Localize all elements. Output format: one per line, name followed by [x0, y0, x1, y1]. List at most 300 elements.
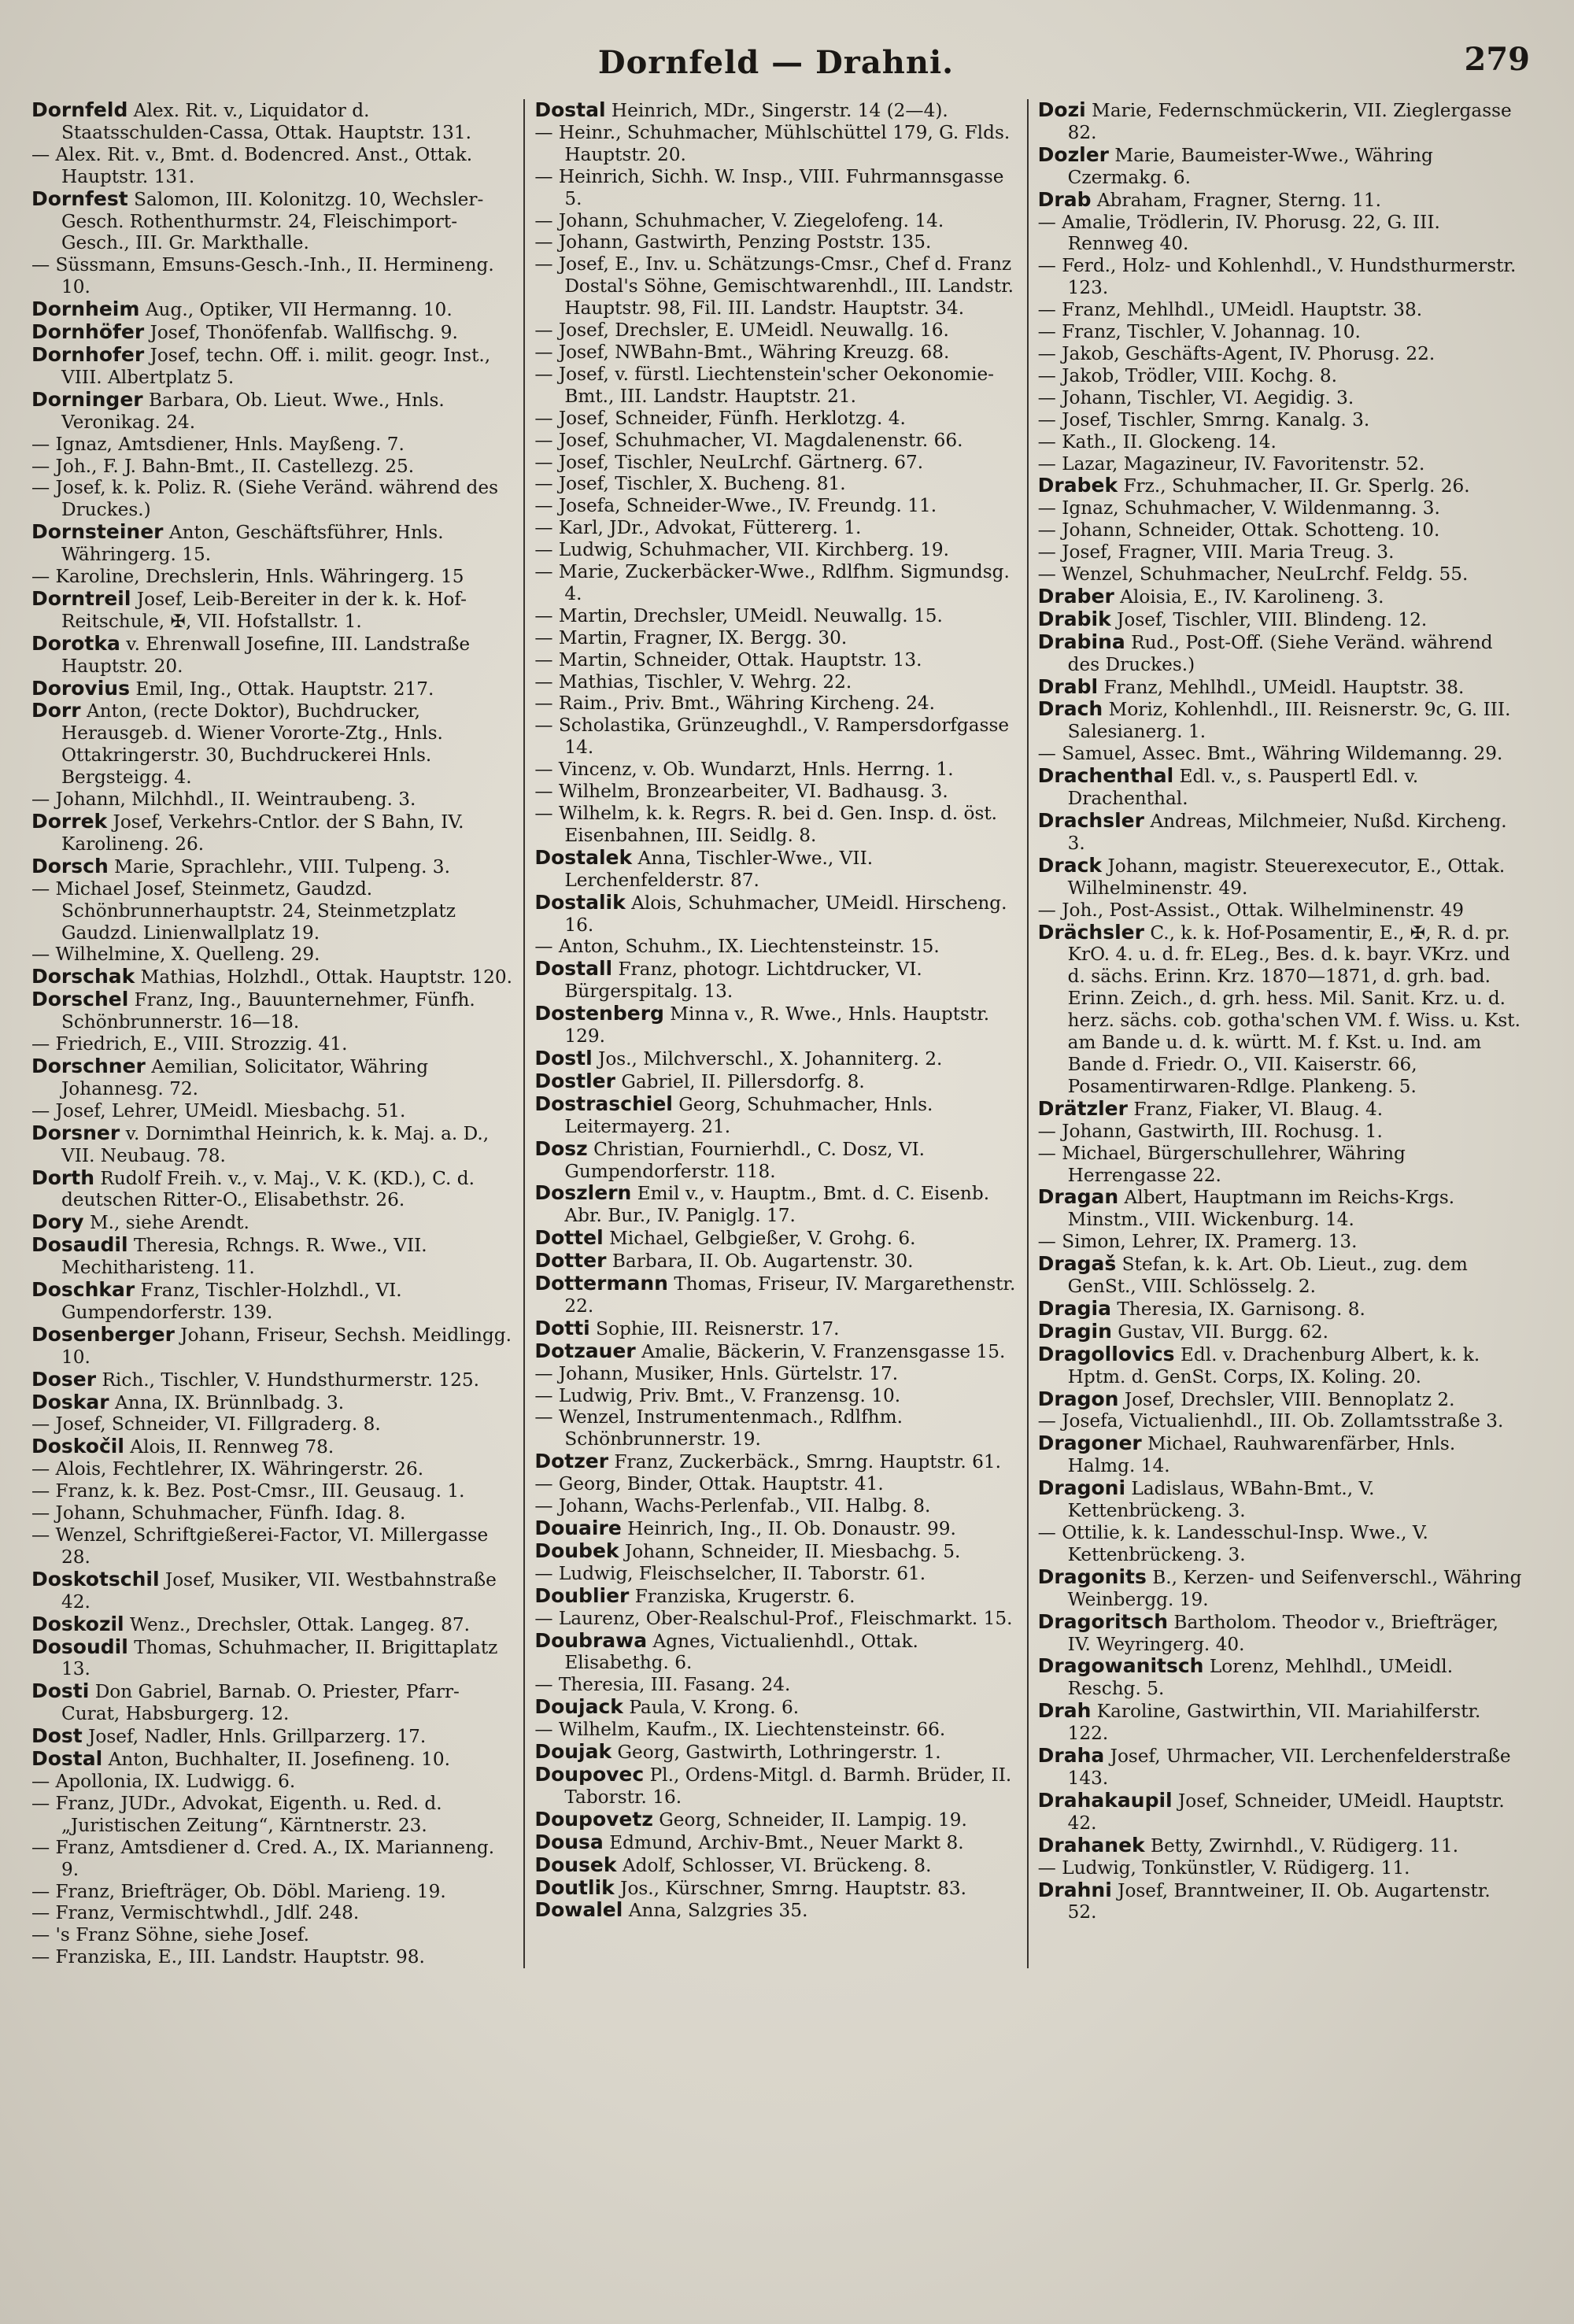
- entry-surname: Dottermann: [534, 1272, 668, 1295]
- entry-details: — Süssmann, Emsuns-Gesch.-Inh., II. Hermineng. 10.: [31, 254, 494, 298]
- entry-details: — Karl, JDr., Advokat, Füttererg. 1.: [534, 517, 862, 539]
- entry-surname: Drabl: [1037, 674, 1099, 698]
- entry-details: — Wilhelm, k. k. Regrs. R. bei d. Gen. Insp. d. öst. Eisenbahnen, III. Seidlg. 8.: [534, 803, 998, 846]
- directory-entry: [1038, 1522, 1522, 1566]
- directory-entry: [31, 1391, 515, 1414]
- directory-entry: [534, 759, 1018, 781]
- entry-details: Aemilian, Solicitator, Währing Johannesg. 72.: [61, 1055, 429, 1099]
- entry-details: Josef, Nadler, Hnls. Grillparzerg. 17.: [88, 1726, 427, 1748]
- entry-details: Edl. v., s. Pauspertl Edl. v. Drachenthal.: [1067, 766, 1419, 810]
- directory-entry: [1038, 1432, 1522, 1477]
- entry-details: Josef, Uhrmacher, VII. Lerchenfelderstraße 143.: [1067, 1746, 1511, 1789]
- entry-details: Pl., Ordens-Mitgl. d. Barmh. Brüder, II. Taborstr. 16.: [564, 1764, 1012, 1808]
- entry-surname: Doupovec: [534, 1762, 645, 1786]
- entry-details: Edl. v. Drachenburg Albert, k. k. Hptm. d. GenSt. Corps, IX. Koling. 20.: [1067, 1343, 1480, 1387]
- entry-details: — Theresia, III. Fasang. 24.: [534, 1674, 791, 1696]
- entry-surname: Dousa: [534, 1830, 604, 1853]
- directory-entry: [1038, 1477, 1522, 1522]
- entry-surname: Dragoni: [1037, 1476, 1126, 1500]
- directory-entry: [31, 144, 515, 188]
- directory-entry: [1038, 1834, 1522, 1857]
- directory-entry: [1038, 922, 1522, 1098]
- directory-entry: [1038, 409, 1522, 431]
- directory-entry: [534, 408, 1018, 430]
- entry-surname: Dosoudil: [31, 1635, 128, 1658]
- entry-details: Marie, Sprachlehr., VIII. Tulpeng. 3.: [114, 855, 450, 878]
- entry-details: Michael, Gelbgießer, V. Grohg. 6.: [609, 1228, 916, 1250]
- entry-details: Franz, Zuckerbäck., Smrng. Hauptstr. 61.: [614, 1451, 1002, 1473]
- directory-entry: [31, 1122, 515, 1167]
- entry-details: Anna, IX. Brünnlbadg. 3.: [115, 1391, 345, 1413]
- directory-entry: [1038, 99, 1522, 144]
- entry-details: — Wenzel, Schriftgießerei-Factor, VI. Millergasse 28.: [31, 1524, 489, 1568]
- entry-details: — Michael, Bürgerschullehrer, Währing Herrengasse 22.: [1037, 1142, 1406, 1186]
- entry-surname: Dotter: [534, 1249, 607, 1273]
- directory-entry: [534, 1741, 1018, 1764]
- directory-entry: [31, 1613, 515, 1636]
- entry-details: Franz, Mehlhdl., UMeidl. Hauptstr. 38.: [1103, 676, 1465, 698]
- directory-entry: [1038, 765, 1522, 810]
- directory-entry: [31, 1924, 515, 1946]
- directory-entry: [1038, 1745, 1522, 1790]
- running-head: Dornfeld — Drahni.: [597, 44, 955, 81]
- entry-surname: Drach: [1037, 697, 1103, 721]
- entry-details: — Mathias, Tischler, V. Wehrg. 22.: [534, 671, 852, 693]
- entry-surname: Doujak: [534, 1740, 612, 1764]
- page-number: 279: [1464, 41, 1530, 78]
- directory-entry: [31, 1771, 515, 1793]
- column-right: [1027, 99, 1530, 1968]
- entry-details: Betty, Zwirnhdl., V. Rüdigerg. 11.: [1151, 1834, 1459, 1857]
- entry-details: Albert, Hauptmann im Reichs-Krgs. Minstm., VIII. Wickenburg. 14.: [1067, 1187, 1455, 1231]
- entry-surname: Dorth: [31, 1166, 95, 1189]
- entry-details: — Franz, k. k. Bez. Post-Cmsr., III. Geusaug. 1.: [31, 1480, 465, 1502]
- entry-details: Johann, magistr. Steuerexecutor, E., Ottak. Wilhelminenstr. 49.: [1067, 855, 1506, 899]
- entry-surname: Drabek: [1037, 474, 1118, 497]
- entry-surname: Doskozil: [31, 1612, 124, 1635]
- entry-details: — Johann, Schneider, Ottak. Schotteng. 10.: [1037, 519, 1440, 541]
- column-left: [22, 99, 523, 1968]
- directory-entry: [534, 1317, 1018, 1340]
- directory-entry: [534, 1899, 1018, 1922]
- directory-entry: [1038, 1410, 1522, 1432]
- entry-details: — Franz, JUDr., Advokat, Eigenth. u. Red. d. „Juristischen Zeitung“, Kärntnerstr. 23.: [31, 1792, 442, 1836]
- directory-entry: [1038, 1655, 1522, 1700]
- entry-surname: Dragonits: [1037, 1565, 1147, 1588]
- entry-details: Salomon, III. Kolonitzg. 10, Wechsler-Gesch. Rothenthurmstr. 24, Fleischimport-Gesch., III. Gr. Markthalle.: [61, 188, 484, 254]
- entry-details: Barbara, II. Ob. Augartenstr. 30.: [611, 1251, 914, 1273]
- directory-entry: [534, 958, 1018, 1003]
- entry-details: — Johann, Milchhdl., II. Weintraubeng. 3.: [31, 789, 416, 811]
- entry-details: Ladislaus, WBahn-Bmt., V. Kettenbrückeng. 3.: [1067, 1478, 1375, 1522]
- entry-details: Josef, Schneider, UMeidl. Hauptstr. 42.: [1067, 1790, 1505, 1834]
- entry-details: Thomas, Friseur, IV. Margarethenstr. 22.: [564, 1273, 1016, 1317]
- directory-entry: [31, 700, 515, 789]
- directory-entry: [31, 1837, 515, 1881]
- directory-entry: [31, 944, 515, 966]
- entry-details: Heinrich, Ing., II. Ob. Donaustr. 99.: [627, 1518, 956, 1539]
- entry-details: Gabriel, II. Pillersdorfg. 8.: [621, 1070, 865, 1092]
- entry-details: — Wilhelm, Kaufm., IX. Liechtensteinstr. 66.: [534, 1719, 946, 1741]
- entry-details: Georg, Schuhmacher, Hnls. Leitermayerg. 21.: [564, 1093, 933, 1137]
- directory-entry: [31, 344, 515, 389]
- directory-entry: [534, 803, 1018, 847]
- entry-surname: Dragon: [1037, 1387, 1119, 1410]
- directory-entry: [534, 1719, 1018, 1741]
- entry-details: Lorenz, Mehlhdl., UMeidl. Reschg. 5.: [1067, 1656, 1454, 1700]
- directory-entry: [31, 298, 515, 321]
- entry-surname: Dorsch: [31, 854, 109, 878]
- entry-details: Anna, Tischler-Wwe., VII. Lerchenfelderstr. 87.: [564, 847, 874, 891]
- directory-entry: [1038, 1321, 1522, 1343]
- entry-details: Minna v., R. Wwe., Hnls. Hauptstr. 129.: [564, 1003, 990, 1047]
- entry-surname: Dostraschiel: [534, 1092, 673, 1115]
- directory-entry: [1038, 900, 1522, 922]
- directory-entry: [534, 1585, 1018, 1608]
- directory-entry: [31, 1033, 515, 1055]
- entry-surname: Dotzer: [534, 1450, 609, 1473]
- entry-surname: Dorschner: [31, 1054, 146, 1077]
- entry-details: — Anton, Schuhm., IX. Liechtensteinstr. 15.: [534, 936, 940, 958]
- entry-surname: Drahni: [1037, 1878, 1112, 1901]
- directory-entry: [1038, 1879, 1522, 1924]
- entry-details: Josef, Musiker, VII. Westbahnstraße 42.: [61, 1568, 497, 1613]
- entry-details: — Amalie, Trödlerin, IV. Phorusg. 22, G. III. Rennweg 40.: [1037, 211, 1440, 255]
- entry-surname: Drack: [1037, 853, 1103, 877]
- entry-details: Anna, Salzgries 35.: [628, 1900, 808, 1922]
- entry-details: — Apollonia, IX. Ludwigg. 6.: [31, 1770, 296, 1792]
- entry-details: — Wilhelmine, X. Quelleng. 29.: [31, 944, 320, 966]
- directory-entry: [534, 1340, 1018, 1363]
- directory-entry: [1038, 698, 1522, 743]
- entry-details: — Johann, Schuhmacher, V. Ziegelofeng. 14.: [534, 209, 944, 231]
- directory-entry: [534, 1630, 1018, 1675]
- directory-entry: [1038, 343, 1522, 365]
- entry-surname: Doutlik: [534, 1875, 615, 1899]
- directory-entry: [1038, 541, 1522, 563]
- directory-entry: [1038, 1253, 1522, 1298]
- entry-details: Anton, Geschäftsführer, Hnls. Währingerg. 15.: [61, 522, 444, 566]
- directory-entry: [31, 1100, 515, 1122]
- entry-details: Abraham, Fragner, Sterng. 11.: [1096, 189, 1382, 211]
- entry-details: Marie, Federnschmückerin, VII. Zieglergasse 82.: [1067, 100, 1512, 143]
- entry-details: — Wenzel, Schuhmacher, NeuLrchf. Feldg. 55.: [1037, 563, 1469, 586]
- directory-entry: [31, 1946, 515, 1968]
- entry-details: — Samuel, Assec. Bmt., Währing Wildemanng. 29.: [1037, 743, 1503, 765]
- directory-entry: [534, 495, 1018, 517]
- entry-details: Don Gabriel, Barnab. O. Priester, Pfarr-Curat, Habsburgerg. 12.: [61, 1681, 460, 1725]
- entry-surname: Dornhofer: [31, 342, 145, 366]
- entry-details: — Joh., F. J. Bahn-Bmt., II. Castellezg. 25.: [31, 455, 415, 477]
- entry-details: — Josef, v. fürstl. Liechtenstein'scher Oekonomie-Bmt., III. Landstr. Hauptstr. 21.: [534, 363, 995, 407]
- directory-entry: [534, 1563, 1018, 1585]
- entry-details: Josef, Verkehrs-Cntlor. der S Bahn, IV. Karolineng. 26.: [61, 811, 464, 855]
- entry-details: Alois, Schuhmacher, UMeidl. Hirscheng. 16.: [564, 892, 1007, 936]
- entry-surname: Drachenthal: [1037, 764, 1174, 788]
- entry-surname: Dozler: [1037, 142, 1109, 166]
- directory-entry: [534, 539, 1018, 561]
- directory-entry: [534, 231, 1018, 253]
- entry-surname: Dornhöfer: [31, 320, 145, 344]
- directory-entry: [1038, 475, 1522, 497]
- entry-details: — Heinrich, Sichh. W. Insp., VIII. Fuhrmannsgasse 5.: [534, 165, 1004, 209]
- directory-entry: [31, 1167, 515, 1212]
- directory-entry: [31, 1881, 515, 1903]
- directory-entry: [31, 678, 515, 700]
- entry-details: Emil v., v. Hauptm., Bmt. d. C. Eisenb. Abr. Bur., IV. Paniglg. 17.: [564, 1183, 990, 1227]
- entry-details: Josef, Tischler, VIII. Blindeng. 12.: [1117, 608, 1428, 630]
- entry-details: — Vincenz, v. Ob. Wundarzt, Hnls. Herrng. 1.: [534, 759, 954, 781]
- directory-entry: [31, 477, 515, 521]
- entry-details: — Scholastika, Grünzeughdl., V. Rampersdorfgasse 14.: [534, 715, 1010, 759]
- entry-details: — Josef, Fragner, VIII. Maria Treug. 3.: [1037, 541, 1395, 563]
- entry-details: Aug., Optiker, VII Hermanng. 10.: [145, 299, 453, 321]
- directory-entry: [31, 1413, 515, 1435]
- directory-entry: [1038, 453, 1522, 475]
- entry-surname: Dory: [31, 1210, 84, 1234]
- directory-entry: [534, 1608, 1018, 1630]
- directory-entry: [534, 166, 1018, 210]
- entry-surname: Doser: [31, 1367, 97, 1391]
- entry-surname: Dorschak: [31, 965, 135, 988]
- entry-details: Anton, Buchhalter, II. Josefineng. 10.: [108, 1749, 451, 1771]
- directory-entry: [534, 1070, 1018, 1093]
- entry-details: Theresia, Rchngs. R. Wwe., VII. Mechitharisteng. 11.: [61, 1235, 427, 1279]
- entry-details: — Martin, Fragner, IX. Bergg. 30.: [534, 626, 848, 648]
- entry-details: — Simon, Lehrer, IX. Pramerg. 13.: [1037, 1231, 1358, 1253]
- entry-surname: Doskočil: [31, 1435, 124, 1458]
- entry-surname: Dornheim: [31, 297, 140, 321]
- entry-surname: Dost: [31, 1724, 83, 1748]
- directory-entry: [534, 1138, 1018, 1183]
- directory-entry: [1038, 1700, 1522, 1745]
- entry-details: Stefan, k. k. Art. Ob. Lieut., zug. dem GenSt., VIII. Schlösselg. 2.: [1067, 1254, 1468, 1298]
- directory-entry: [31, 389, 515, 434]
- entry-surname: Dragin: [1037, 1319, 1112, 1343]
- directory-entry: [31, 1725, 515, 1748]
- entry-surname: Dousek: [534, 1853, 617, 1876]
- directory-entry: [534, 781, 1018, 803]
- directory-entry: [31, 321, 515, 344]
- entry-surname: Dostall: [534, 957, 613, 981]
- entry-details: Josef, Thonöfenfab. Wallfischg. 9.: [150, 322, 458, 344]
- directory-entry: [31, 521, 515, 566]
- entry-details: Franz, photogr. Lichtdrucker, VI. Bürgerspitalg. 13.: [564, 959, 922, 1003]
- directory-entry: [534, 605, 1018, 627]
- directory-entry: [1038, 144, 1522, 189]
- entry-surname: Doskar: [31, 1390, 109, 1413]
- directory-entry: [31, 878, 515, 944]
- directory-entry: [1038, 743, 1522, 765]
- column-middle: [523, 99, 1026, 1968]
- entry-details: Adolf, Schlosser, VI. Brückeng. 8.: [622, 1854, 932, 1876]
- entry-details: — Marie, Zuckerbäcker-Wwe., Rdlfhm. Sigmundsg. 4.: [534, 561, 1010, 604]
- directory-entry: [1038, 1231, 1522, 1253]
- directory-entry: [534, 210, 1018, 232]
- directory-entry: [31, 1748, 515, 1771]
- directory-entry: [534, 1003, 1018, 1047]
- entry-surname: Dozi: [1037, 98, 1086, 121]
- directory-entry: [534, 1093, 1018, 1138]
- entry-surname: Dostler: [534, 1069, 615, 1092]
- entry-surname: Drätzler: [1037, 1096, 1128, 1120]
- directory-entry: [534, 364, 1018, 408]
- directory-entry: [534, 99, 1018, 122]
- entry-details: Sophie, III. Reisnerstr. 17.: [596, 1317, 840, 1339]
- entry-details: Theresia, IX. Garnisong. 8.: [1117, 1298, 1365, 1320]
- entry-details: — Josef, Lehrer, UMeidl. Miesbachg. 51.: [31, 1099, 406, 1121]
- directory-entry: [534, 649, 1018, 671]
- entry-details: v. Dornimthal Heinrich, k. k. Maj. a. D., VII. Neubaug. 78.: [61, 1122, 490, 1166]
- entry-details: — Alex. Rit. v., Bmt. d. Bodencred. Anst., Ottak. Hauptstr. 131.: [31, 143, 473, 187]
- entry-surname: Dotzauer: [534, 1339, 636, 1362]
- directory-entry: [534, 1250, 1018, 1273]
- entry-surname: Dragoner: [1037, 1432, 1142, 1455]
- directory-entry: [31, 1524, 515, 1568]
- entry-surname: Dostenberg: [534, 1002, 664, 1025]
- directory-entry: [1038, 387, 1522, 409]
- entry-details: — Jakob, Trödler, VIII. Kochg. 8.: [1037, 364, 1337, 386]
- entry-details: — Kath., II. Glockeng. 14.: [1037, 430, 1277, 453]
- entry-details: — Ludwig, Tonkünstler, V. Rüdigerg. 11.: [1037, 1857, 1410, 1879]
- directory-entry: [534, 1450, 1018, 1473]
- directory-entry: [31, 1568, 515, 1613]
- directory-entry: [1038, 810, 1522, 855]
- entry-details: — Ignaz, Schuhmacher, V. Wildenmanng. 3.: [1037, 497, 1440, 519]
- entry-surname: Dorovius: [31, 676, 130, 700]
- directory-entry: [1038, 608, 1522, 631]
- directory-entry: [1038, 1298, 1522, 1321]
- entry-surname: Drabina: [1037, 630, 1125, 653]
- entry-details: — Friedrich, E., VIII. Strozzig. 41.: [31, 1033, 348, 1055]
- entry-details: — Josef, NWBahn-Bmt., Währing Kreuzg. 68.: [534, 341, 950, 363]
- entry-surname: Dostalik: [534, 890, 626, 914]
- entry-details: — Johann, Tischler, VI. Aegidig. 3.: [1037, 386, 1354, 408]
- entry-surname: Dorsner: [31, 1121, 120, 1144]
- directory-entry: [31, 1793, 515, 1837]
- entry-details: — Alois, Fechtlehrer, IX. Währingerstr. 26.: [31, 1458, 424, 1480]
- entry-details: — Franz, Mehlhdl., UMeidl. Hauptstr. 38.: [1037, 299, 1423, 321]
- entry-details: Franz, Ing., Bauunternehmer, Fünfh. Schönbrunnerstr. 16—18.: [61, 989, 475, 1033]
- entry-surname: Dottel: [534, 1226, 604, 1250]
- entry-details: Rud., Post-Off. (Siehe Veränd. während des Druckes.): [1067, 631, 1493, 675]
- directory-entry: [31, 1680, 515, 1725]
- directory-entry: [534, 320, 1018, 342]
- directory-entry: [31, 188, 515, 255]
- entry-details: — Josefa, Schneider-Wwe., IV. Freundg. 11.: [534, 495, 937, 517]
- entry-details: Wenz., Drechsler, Ottak. Langeg. 87.: [130, 1613, 471, 1635]
- directory-entry: [534, 627, 1018, 649]
- entry-details: — Franz, Vermischtwhdl., Jdlf. 248.: [31, 1902, 360, 1924]
- directory-entry: [534, 1831, 1018, 1854]
- entry-details: — Josef, Drechsler, E. UMeidl. Neuwallg. 16.: [534, 320, 949, 342]
- entry-details: Georg, Gastwirth, Lothringerstr. 1.: [617, 1742, 941, 1764]
- entry-details: v. Ehrenwall Josefine, III. Landstraße Hauptstr. 20.: [61, 633, 471, 677]
- directory-entry: [534, 517, 1018, 539]
- entry-details: — Johann, Gastwirth, III. Rochusg. 1.: [1037, 1120, 1383, 1142]
- directory-entry: [1038, 1343, 1522, 1388]
- directory-entry: [31, 811, 515, 855]
- entry-surname: Douaire: [534, 1517, 622, 1539]
- directory-entry: [31, 1369, 515, 1391]
- entry-details: — Josef, k. k. Poliz. R. (Siehe Veränd. während des Druckes.): [31, 477, 499, 521]
- directory-entry: [1038, 1121, 1522, 1143]
- page-header: [22, 41, 1530, 99]
- entry-details: — Josef, Schneider, VI. Fillgraderg. 8.: [31, 1413, 381, 1435]
- directory-entry: [1038, 365, 1522, 387]
- entry-columns: [22, 99, 1530, 1968]
- directory-entry: [534, 1696, 1018, 1719]
- directory-entry: [1038, 212, 1522, 256]
- entry-details: — Wilhelm, Bronzearbeiter, VI. Badhausg. 3.: [534, 781, 948, 803]
- entry-details: — Ignaz, Amtsdiener, Hnls. Mayßeng. 7.: [31, 433, 405, 455]
- directory-entry: [31, 254, 515, 298]
- directory-entry: [31, 855, 515, 878]
- entry-details: — Josef, Schuhmacher, VI. Magdalenenstr. 66.: [534, 429, 963, 451]
- entry-details: — Joh., Post-Assist., Ottak. Wilhelminenstr. 49: [1037, 899, 1465, 921]
- entry-details: Rudolf Freih. v., v. Maj., V. K. (KD.), C. d. deutschen Ritter-O., Elisabethstr. 26.: [61, 1167, 475, 1211]
- entry-details: — Franziska, E., III. Landstr. Hauptstr. 98.: [31, 1946, 425, 1968]
- entry-surname: Doubek: [534, 1539, 619, 1562]
- entry-surname: Drabik: [1037, 607, 1111, 630]
- entry-details: M., siehe Arendt.: [89, 1212, 249, 1234]
- entry-surname: Doupovetz: [534, 1807, 653, 1831]
- directory-entry: [534, 473, 1018, 495]
- entry-surname: Dostl: [534, 1046, 593, 1070]
- entry-surname: Dorschel: [31, 988, 129, 1011]
- entry-surname: Dorr: [31, 699, 81, 722]
- entry-surname: Drab: [1037, 187, 1092, 211]
- entry-details: Emil, Ing., Ottak. Hauptstr. 217.: [135, 678, 434, 700]
- entry-surname: Dosti: [31, 1679, 90, 1703]
- directory-entry: [31, 434, 515, 456]
- entry-details: — Ferd., Holz- und Kohlenhdl., V. Hundsthurmerstr. 123.: [1037, 255, 1517, 299]
- entry-details: Mathias, Holzhdl., Ottak. Hauptstr. 120.: [140, 966, 512, 988]
- entry-details: Jos., Milchverschl., X. Johanniterg. 2.: [598, 1047, 943, 1070]
- entry-details: — Lazar, Magazineur, IV. Favoritenstr. 52.: [1037, 453, 1425, 475]
- entry-surname: Dragaš: [1037, 1252, 1117, 1276]
- entry-details: — Franz, Tischler, V. Johannag. 10.: [1037, 321, 1361, 343]
- entry-surname: Dorrek: [31, 810, 108, 833]
- entry-details: — Johann, Schuhmacher, Fünfh. Idag. 8.: [31, 1502, 406, 1524]
- entry-surname: Doubrawa: [534, 1628, 648, 1652]
- directory-entry: [1038, 255, 1522, 299]
- entry-surname: Drachsler: [1037, 809, 1144, 832]
- directory-entry: [31, 1636, 515, 1681]
- directory-entry: [31, 1234, 515, 1279]
- entry-details: Amalie, Bäckerin, V. Franzensgasse 15.: [641, 1340, 1006, 1362]
- directory-entry: [31, 1055, 515, 1100]
- entry-details: Barbara, Ob. Lieut. Wwe., Hnls. Veronikag. 24.: [61, 389, 445, 433]
- directory-entry: [31, 1435, 515, 1458]
- directory-entry: [31, 1324, 515, 1369]
- entry-surname: Dotti: [534, 1316, 590, 1339]
- entry-details: Anton, (recte Doktor), Buchdrucker, Herausgeb. d. Wiener Vororte-Ztg., Hnls. Ottakringerstr. 30, Buchdruckerei Hnls. Bergsteigg. 4.: [61, 700, 443, 789]
- directory-entry: [1038, 1790, 1522, 1834]
- entry-surname: Dragowanitsch: [1037, 1654, 1204, 1678]
- directory-entry: [534, 1406, 1018, 1450]
- entry-details: Josef, Drechsler, VIII. Bennoplatz 2.: [1124, 1388, 1455, 1410]
- directory-entry: [534, 1764, 1018, 1809]
- entry-surname: Dostalek: [534, 845, 633, 869]
- entry-details: Josef, techn. Off. i. milit. geogr. Inst., VIII. Albertplatz 5.: [61, 344, 491, 388]
- directory-entry: [534, 1273, 1018, 1317]
- entry-surname: Doublier: [534, 1583, 630, 1607]
- entry-details: B., Kerzen- und Seifenverschl., Währing Weinbergg. 19.: [1067, 1566, 1522, 1610]
- entry-details: Michael, Rauhwarenfärber, Hnls. Halmg. 14.: [1067, 1433, 1456, 1477]
- directory-entry: [534, 1363, 1018, 1385]
- directory-entry: [534, 671, 1018, 693]
